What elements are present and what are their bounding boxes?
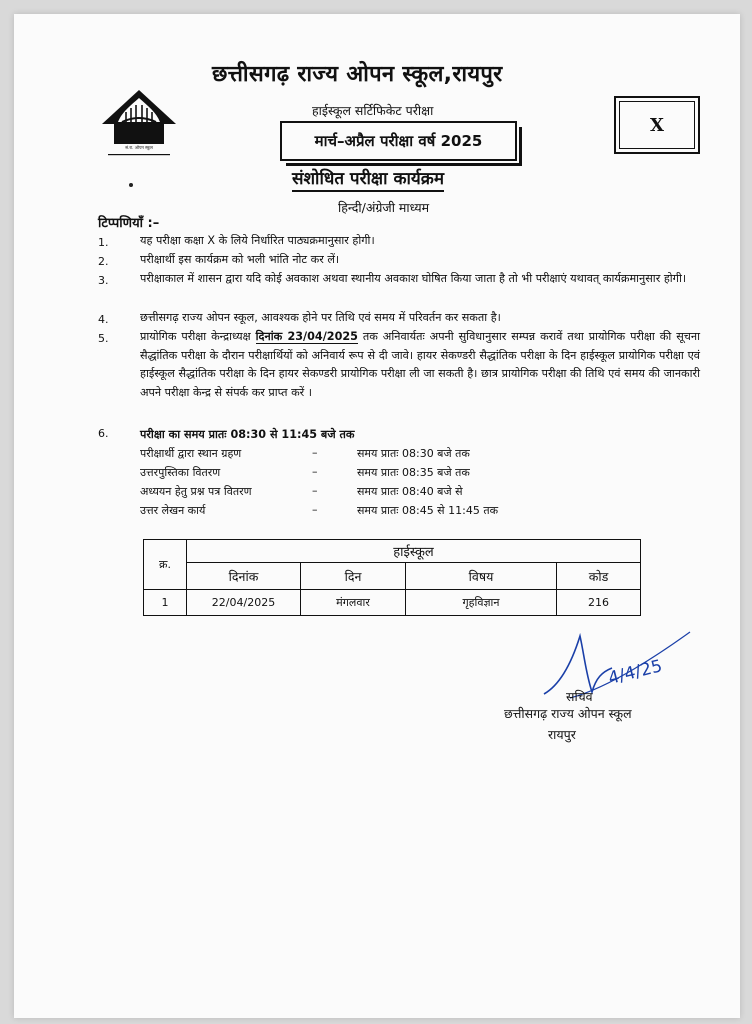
revised-schedule-title: संशोधित परीक्षा कार्यक्रम <box>292 166 444 192</box>
class-box <box>614 96 700 154</box>
signatory-designation: सचिव <box>566 689 593 704</box>
ink-dot <box>129 183 133 187</box>
page-subtitle: हाईस्कूल सर्टिफिकेट परीक्षा <box>312 103 434 118</box>
signatory-city: रायपुर <box>548 727 576 742</box>
timing-value: समय प्रातः 08:45 से 11:45 तक <box>357 504 499 517</box>
cell-subject: गृहविज्ञान <box>406 590 557 616</box>
cell-date: 22/04/2025 <box>187 590 301 616</box>
timing-separator: – <box>312 465 318 478</box>
note-number: 2. <box>98 255 109 268</box>
column-header-day: दिन <box>301 563 406 590</box>
note-number: 3. <box>98 274 109 287</box>
cell-code: 216 <box>557 590 641 616</box>
timing-separator: – <box>312 446 318 459</box>
note-text <box>140 328 700 402</box>
column-header-code: कोड <box>557 563 641 590</box>
handwritten-signature <box>540 628 700 708</box>
note-text: छत्तीसगढ़ राज्य ओपन स्कूल, आवश्यक होने पर तिथि एवं समय में परिवर्तन कर सकता है। <box>140 311 501 324</box>
logo-caption: सं.रा. ओपन स्कूल <box>125 145 153 150</box>
timing-value: समय प्रातः 08:35 बजे तक <box>357 466 470 479</box>
cell-serial: 1 <box>144 590 187 616</box>
group-header: हाईस्कूल <box>187 540 641 563</box>
note-number: 6. <box>98 427 109 440</box>
note-number: 4. <box>98 313 109 326</box>
note-text-part: तक अनिवार्यतः अपनी सुविधानुसार सम्पन्न करावें तथा प्रायोगिक परीक्षा की सूचना सैद्धांतिक परीक्षा के दौरान परीक्षार्थियों को अनिवार्य रूप से दी जावे। हायर सेकण्डरी सैद्धांतिक परीक्षा के दिन हाईस्कूल प्रायोगिक परीक्षा एवं हाईस्कूल सैद्धांतिक परीक्षा के दिन हायर सेकण्डरी प्रायोगिक परीक्षा ली जा सकती है। छात्र प्रायोगिक परीक्षा की तिथि एवं समय की जानकारी अपने परीक्षा केन्द्र से संपर्क कर प्राप्त करें । <box>140 330 700 399</box>
medium-label: हिन्दी/अंग्रेजी माध्यम <box>338 200 430 215</box>
table-row <box>144 590 641 616</box>
class-label: X <box>650 114 664 136</box>
timing-label: उत्तरपुस्तिका वितरण <box>140 466 221 479</box>
timing-separator: – <box>312 503 318 516</box>
practical-deadline: दिनांक 23/04/2025 <box>255 330 358 343</box>
note-text: परीक्षार्थी इस कार्यक्रम को भली भांति नोट कर लें। <box>140 253 340 266</box>
exam-schedule-table <box>143 539 641 616</box>
notes-heading: टिप्पणियाँ :– <box>98 216 160 231</box>
serial-header: क्र. <box>144 540 187 590</box>
note-number: 5. <box>98 332 109 345</box>
exam-session-box: मार्च–अप्रैल परीक्षा वर्ष 2025 <box>280 121 517 161</box>
timing-label: अध्ययन हेतु प्रश्न पत्र वितरण <box>140 485 252 498</box>
timing-value: समय प्रातः 08:30 बजे तक <box>357 447 470 460</box>
school-logo-icon <box>100 88 178 166</box>
note-text: परीक्षाकाल में शासन द्वारा यदि कोई अवकाश अथवा स्थानीय अवकाश घोषित किया जाता है तो भी परीक्षाएं यथावत् कार्यक्रमानुसार होगी। <box>140 272 687 285</box>
timing-separator: – <box>312 484 318 497</box>
column-header-date: दिनांक <box>187 563 301 590</box>
timing-label: परीक्षार्थी द्वारा स्थान ग्रहण <box>140 447 242 460</box>
note-text: यह परीक्षा कक्षा X के लिये निर्धारित पाठ्यक्रमानुसार होगी। <box>140 234 375 247</box>
page-title: छत्तीसगढ़ राज्य ओपन स्कूल,रायपुर <box>212 62 503 87</box>
timing-label: उत्तर लेखन कार्य <box>140 504 206 517</box>
note-text-part: प्रायोगिक परीक्षा केन्द्राध्यक्ष <box>140 330 251 343</box>
timing-value: समय प्रातः 08:40 बजे से <box>357 485 463 498</box>
exam-time-heading: परीक्षा का समय प्रातः 08:30 से 11:45 बजे तक <box>140 428 355 441</box>
column-header-subject: विषय <box>406 563 557 590</box>
signature-date: 4/4/25 <box>606 656 665 689</box>
cell-day: मंगलवार <box>301 590 406 616</box>
signatory-organization: छत्तीसगढ़ राज्य ओपन स्कूल <box>504 706 632 721</box>
note-number: 1. <box>98 236 109 249</box>
